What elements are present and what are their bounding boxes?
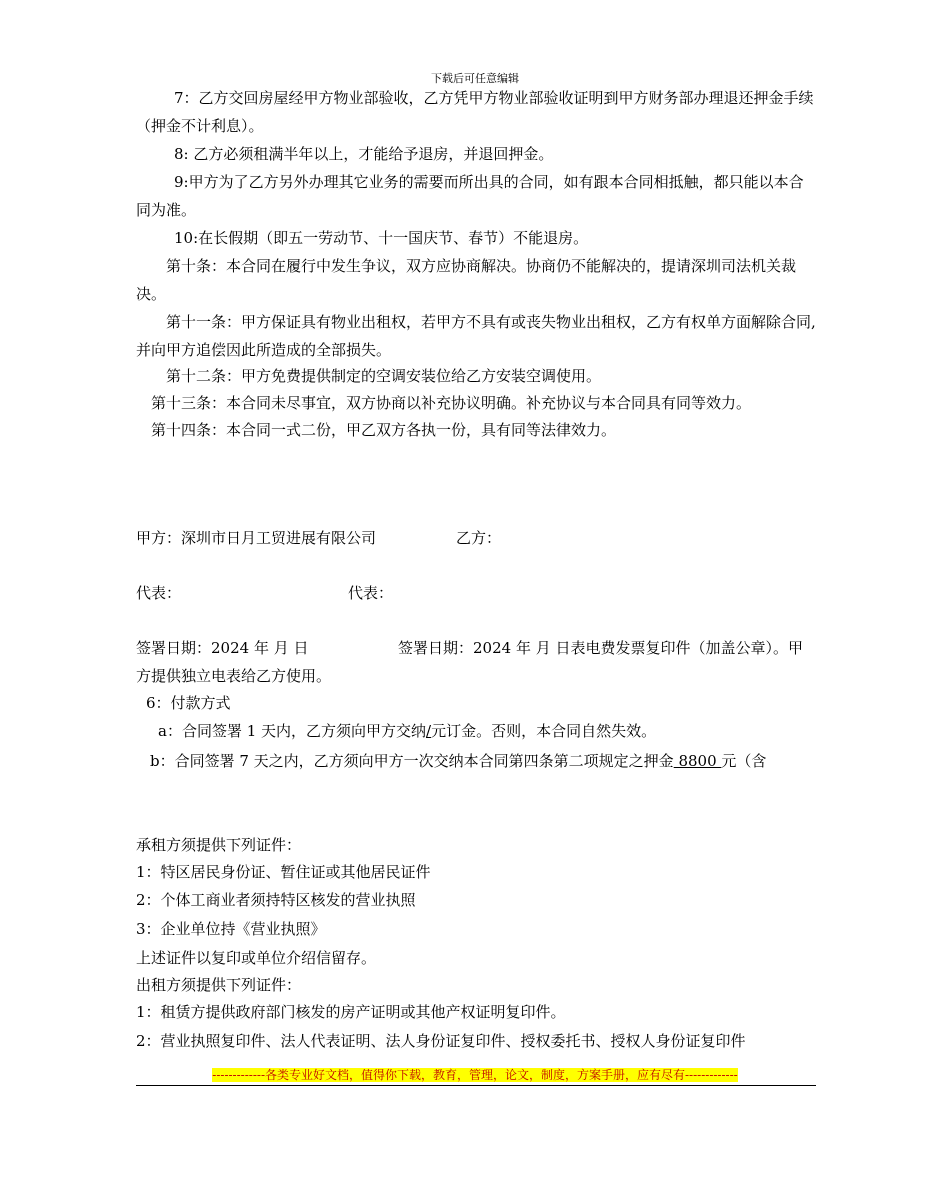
article-14: 第十四条：本合同一式二份，甲乙双方各执一份，具有同等法律效力。 [151, 421, 617, 439]
page-header: 下载后可任意编辑 [431, 72, 519, 85]
lessee-doc-2: 2：个体工商业者须持特区核发的营业执照 [136, 891, 416, 909]
payment-b-prefix: b：合同签署 7 天之内，乙方须向甲方一次交纳本合同第四条第二项规定之押金 [150, 752, 674, 770]
lessor-doc-1: 1：租赁方提供政府部门核发的房产证明或其他产权证明复印件。 [136, 1003, 566, 1021]
party-a-representative: 代表： [136, 584, 182, 602]
payment-a-blank: / [426, 722, 432, 740]
party-a-sign-date: 签署日期：2024 年 月 日 [136, 639, 309, 657]
page-footer [0, 1067, 950, 1083]
article-11: 第十一条：甲方保证具有物业出租权，若甲方不具有或丧失物业出租权，乙方有权单方面解除合同, 并向甲方追偿因此所造成的全部损失。 [136, 313, 816, 359]
lessee-docs-title: 承租方须提供下列证件： [136, 836, 302, 854]
payment-title: 6：付款方式 [146, 694, 231, 712]
payment-a-prefix: a：合同签署 1 天内，乙方须向甲方交纳 [158, 722, 427, 740]
lessor-doc-2: 2：营业执照复印件、法人代表证明、法人身份证复印件、授权委托书、授权人身份证复印件 [136, 1032, 746, 1050]
article-13: 第十三条：本合同未尽事宜，双方协商以补充协议明确。补充协议与本合同具有同等效力。 [151, 394, 752, 412]
party-b-sign-date: 签署日期：2024 年 月 日表电费发票复印件（加盖公章）。甲方提供独立电表给乙方使用。 [136, 639, 803, 685]
clause-item-7: 7：乙方交回房屋经甲方物业部验收，乙方凭甲方物业部验收证明到甲方财务部办理退还押金手续（押金不计利息）。 [136, 89, 814, 135]
party-b-name: 乙方： [456, 529, 502, 547]
payment-clause-a [136, 717, 838, 745]
payment-b-suffix: 元（含 [721, 752, 767, 770]
clause-item-8: 8: 乙方必须租满半年以上，才能给予退房，并退回押金。 [174, 145, 554, 163]
article-12: 第十二条：甲方免费提供制定的空调安装位给乙方安装空调使用。 [166, 367, 602, 385]
lessee-doc-1: 1：特区居民身份证、暂住证或其他居民证件 [136, 863, 431, 881]
party-b-representative: 代表： [348, 584, 394, 602]
payment-clause-b [136, 747, 830, 775]
party-a-name: 甲方：深圳市日月工贸进展有限公司 [136, 529, 377, 547]
lessee-doc-3: 3：企业单位持《营业执照》 [136, 920, 326, 938]
payment-a-suffix: 元订金。否则，本合同自然失效。 [431, 722, 657, 740]
payment-b-amount: 8800 [673, 752, 722, 770]
clause-item-9: 9:甲方为了乙方另外办理其它业务的需要而所出具的合同，如有跟本合同相抵触，都只能以本合同为准。 [136, 173, 804, 219]
footer-banner-text: -------------各类专业好文档，值得你下载，教育，管理，论文，制度，方案手册，应有尽有------------- [212, 1068, 738, 1082]
footer-divider [136, 1085, 816, 1086]
lessor-docs-title: 出租方须提供下列证件： [136, 976, 302, 994]
lessee-docs-note: 上述证件以复印或单位介绍信留存。 [136, 949, 377, 967]
article-10: 第十条：本合同在履行中发生争议，双方应协商解决。协商仍不能解决的，提请深圳司法机关裁决。 [136, 257, 797, 303]
clause-item-10: 10:在长假期（即五一劳动节、十一国庆节、春节）不能退房。 [174, 229, 589, 247]
